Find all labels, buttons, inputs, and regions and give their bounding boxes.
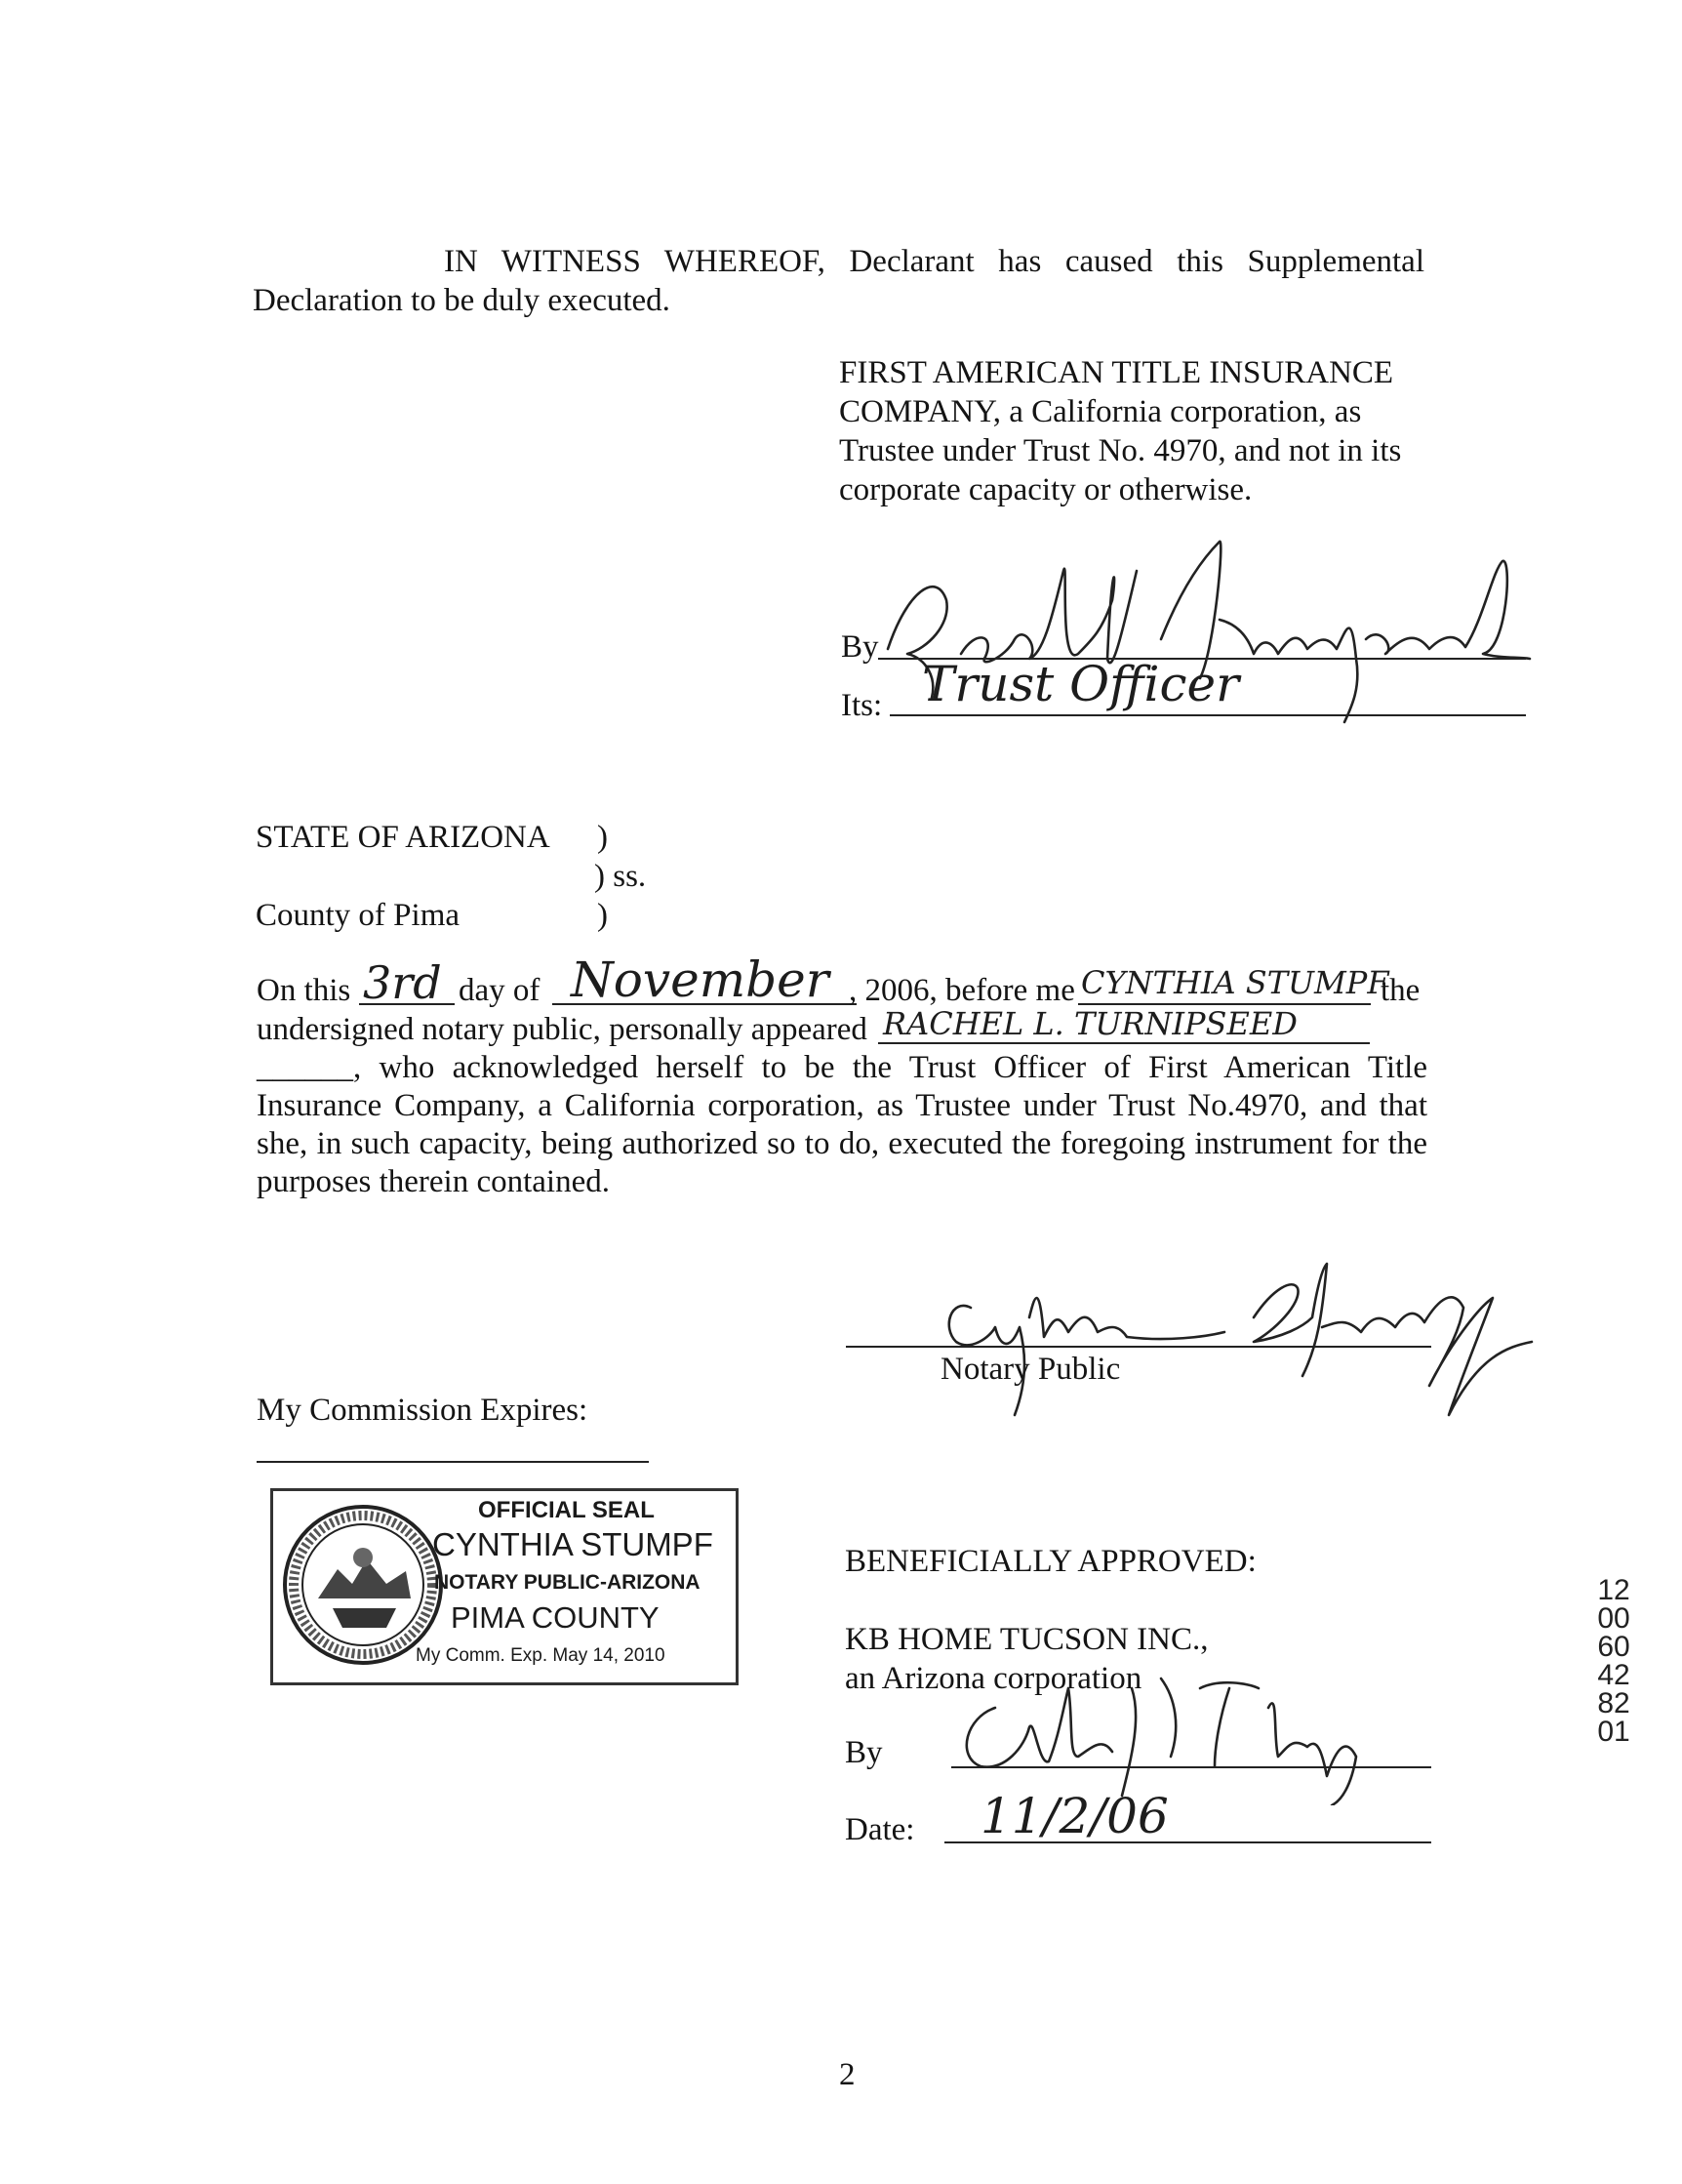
commission-label: My Commission Expires: — [257, 1393, 588, 1428]
witness-line-1: IN WITNESS WHEREOF, Declarant has caused this Supplemental — [444, 244, 1424, 279]
approval-by-label: By — [845, 1735, 883, 1770]
ack-line-5: she, in such capacity, being authorized so to do, executed the foregoing instrument for the — [257, 1126, 1427, 1161]
official-seal-stamp — [270, 1488, 739, 1685]
ack-line-2: undersigned notary public, personally appeared — [257, 1012, 867, 1047]
ack-the: the — [1381, 973, 1421, 1008]
trustee-its-value: Trust Officer — [922, 656, 1239, 712]
seal-name: CYNTHIA STUMPF — [432, 1526, 713, 1562]
trustee-line-3: Trustee under Trust No. 4970, and not in its — [839, 433, 1402, 468]
venue-state: STATE OF ARIZONA — [256, 820, 550, 855]
approval-date-value: 11/2/06 — [981, 1788, 1169, 1844]
ack-month-value: November — [571, 951, 829, 1008]
notary-signature — [932, 1259, 1537, 1425]
trustee-its-line — [890, 714, 1526, 716]
trustee-line-1: FIRST AMERICAN TITLE INSURANCE — [839, 355, 1394, 390]
ack-line-6: purposes therein contained. — [257, 1164, 610, 1199]
trustee-by-label: By — [841, 629, 879, 665]
witness-line-2: Declaration to be duly executed. — [253, 283, 670, 318]
trustee-its-label: Its: — [841, 688, 883, 723]
trustee-line-4: corporate capacity or otherwise. — [839, 472, 1253, 507]
commission-line — [257, 1461, 649, 1463]
notary-public-label: Notary Public — [941, 1352, 1121, 1387]
venue-ss: ) ss. — [594, 859, 647, 894]
ack-on-this: On this — [257, 973, 351, 1008]
seal-role: NOTARY PUBLIC-ARIZONA — [434, 1571, 701, 1594]
ack-line-4: Insurance Company, a California corporation, as Trustee under Trust No.4970, and that — [257, 1088, 1427, 1123]
seal-title: OFFICIAL SEAL — [478, 1497, 655, 1523]
ack-notary-value: CYNTHIA STUMPF — [1081, 964, 1389, 1001]
venue-paren-1: ) — [597, 820, 608, 855]
ack-line-3: ______, who acknowledged herself to be the Trust Officer of First American Title — [257, 1050, 1427, 1085]
ack-day-of: day of — [459, 973, 541, 1008]
trustee-line-2: COMPANY, a California corporation, as — [839, 394, 1362, 429]
approval-company-desc: an Arizona corporation — [845, 1661, 1142, 1696]
seal-county: PIMA COUNTY — [451, 1600, 660, 1635]
ack-appeared-value: RACHEL L. TURNIPSEED — [883, 1005, 1298, 1042]
page-number: 2 — [839, 2057, 856, 2092]
approval-company: KB HOME TUCSON INC., — [845, 1622, 1209, 1657]
approval-date-label: Date: — [845, 1812, 915, 1847]
approval-signature — [937, 1659, 1385, 1805]
venue-county: County of Pima — [256, 898, 461, 933]
ack-day-value: 3rd — [363, 956, 442, 1009]
recording-number: 120060428201 — [1597, 1574, 1630, 1748]
approval-heading: BENEFICIALLY APPROVED: — [845, 1544, 1257, 1579]
ack-year-before: , 2006, before me — [849, 973, 1075, 1008]
state-seal-emblem — [279, 1501, 447, 1669]
venue-paren-3: ) — [597, 898, 608, 933]
ack-appeared-line — [878, 1042, 1370, 1044]
seal-expires: My Comm. Exp. May 14, 2010 — [416, 1645, 665, 1666]
